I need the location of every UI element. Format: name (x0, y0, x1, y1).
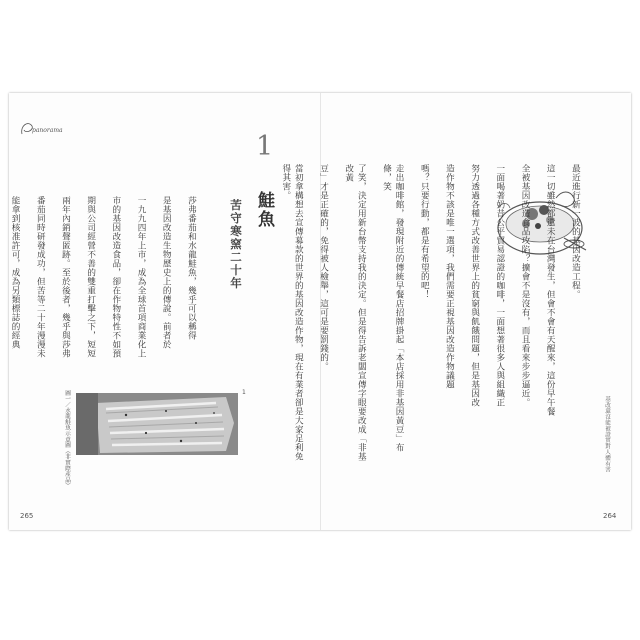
left-col-4: 市的基因改造食品，卻在作物特性不如預 (110, 196, 121, 358)
logo-text: panorama (32, 127, 63, 134)
right-col-11: 當初拿構想去宣傳募款的世界的基因改造作物，現在有業者卻是大家足利免得其害。 (280, 164, 304, 461)
right-page-number: 264 (603, 512, 617, 520)
publisher-logo (18, 118, 74, 140)
left-body-text (10, 196, 210, 374)
left-col-7: 番茄同時研發成功，但苦等二十年漫漫未 (35, 196, 46, 358)
right-col-4: 一面喝著奶昔公平貿易認證的咖啡，一面想著很多人與組織正 (494, 164, 505, 407)
section-title: 苦守寒窯二十年 (229, 199, 243, 290)
left-col-8: 能拿到核准許可，成為另類標誌的經典 (10, 196, 21, 349)
right-col-5: 努力透過各種方式改善世界上的貧窮與飢餓問題，但是基因改 (469, 164, 480, 407)
right-col-2: 這一切雖然都還未在台灣發生，但會不會有天醒來，這份早午餐 (545, 164, 556, 416)
right-body-text (280, 164, 594, 469)
right-col-1: 最近進行新一波的基因改造工程。 (570, 164, 581, 299)
left-col-2: 是基因改造生物歷史上的傳說。前者於 (161, 196, 172, 349)
salmon-photo (76, 393, 238, 455)
photo-number: 1 (242, 389, 246, 396)
chapter-number: 1 (256, 131, 274, 162)
right-col-10: 豆」才是正確的，免得被人檢舉，這可是要罰錢的。 (318, 164, 329, 371)
right-col-8: 走出咖啡館，發現附近的傳統早餐店招牌掛起「本店採用非基因黃豆」布條，笑 (381, 164, 405, 452)
right-col-3: 全被基因改造食品攻陷？擴會不是沒有，而且看來步步逼近。 (520, 164, 531, 407)
running-head: 基改還沒能被證實對人體有害 (604, 396, 610, 473)
left-page-number: 265 (20, 512, 34, 520)
right-col-6: 造作物不該是唯一選項，我們需要正視基因改造作物議題 (444, 164, 455, 389)
left-col-6: 兩年內銷聲匿跡。至於後者，幾乎與莎弗 (60, 196, 71, 358)
left-col-3: 一九九四年上市，成為全球首項商業化上 (136, 196, 147, 358)
chapter-title: 鮭魚 (254, 191, 274, 229)
left-col-5: 期與公司經營不善的雙重打擊之下，短短 (85, 196, 96, 358)
right-col-9: 了笑，決定用新台幣支持我的決定。但是得告訴老闆宣傳字眼要改成「非基改黃 (343, 164, 367, 461)
left-col-1: 莎弗番茄和水龍鮭魚，幾乎可以稱得 (186, 196, 197, 340)
right-col-7: 嗎？只要行動，都是有希望的吧！ (419, 164, 430, 299)
photo-caption: 圖一／水龍鮭魚示意圖（非實際產品） (64, 390, 70, 489)
